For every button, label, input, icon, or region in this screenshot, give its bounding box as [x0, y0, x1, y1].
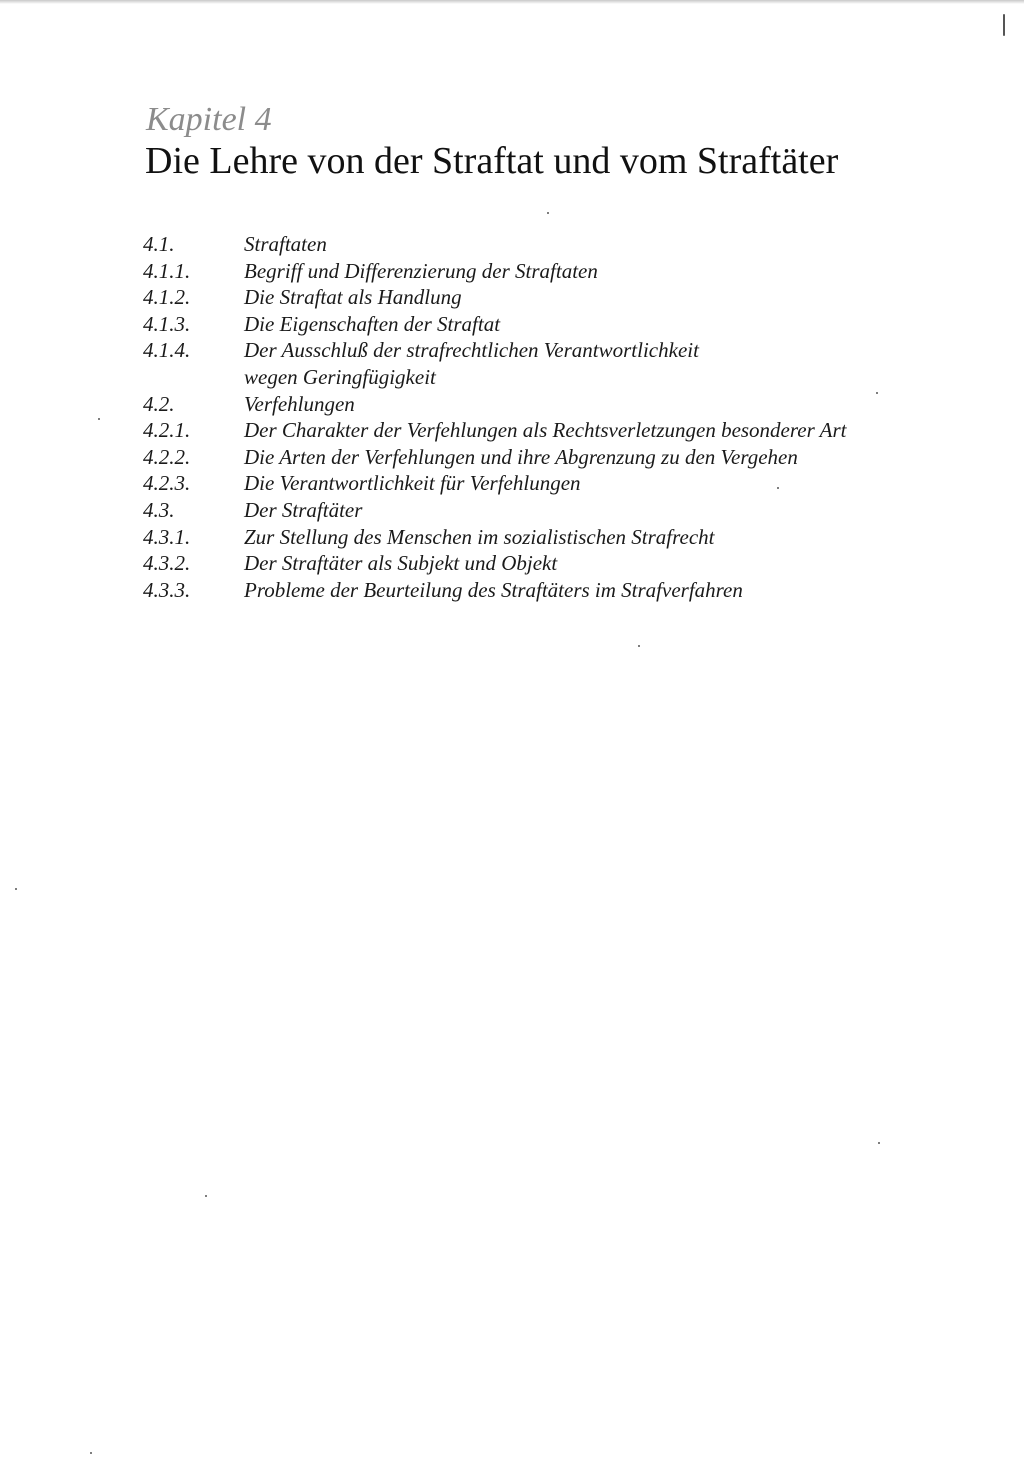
- toc-number: 4.1.: [143, 232, 175, 256]
- scan-speck: [878, 1142, 880, 1144]
- toc-number: 4.2.3.: [143, 471, 191, 496]
- toc-title: Begriff und Differenzierung der Straftaten: [244, 258, 598, 283]
- toc-title: Der Straftäter: [244, 497, 363, 522]
- toc-entry-4-1-4: [143, 337, 983, 390]
- toc-number: 4.1.4.: [143, 338, 191, 363]
- scan-speck: [777, 487, 779, 489]
- toc-title: Der Straftäter als Subjekt und Objekt: [244, 551, 558, 576]
- toc-entry-4-2: [143, 391, 983, 418]
- table-of-contents: [143, 231, 983, 603]
- toc-title: Straftaten: [244, 232, 327, 256]
- scan-speck: [205, 1195, 207, 1197]
- chapter-title: Die Lehre von der Straftat und vom Straftäter: [145, 140, 839, 182]
- scan-speck: [90, 1452, 92, 1454]
- toc-entry-4-2-3: [143, 470, 983, 497]
- toc-title: Die Straftat als Handlung: [244, 285, 462, 310]
- scan-top-edge: [0, 0, 1024, 4]
- toc-number: 4.3.1.: [143, 524, 191, 549]
- toc-number: 4.3.: [143, 497, 175, 522]
- toc-title: Zur Stellung des Menschen im sozialistischen Strafrecht: [244, 524, 715, 549]
- toc-number: 4.2.: [143, 391, 175, 416]
- toc-title: Der Charakter der Verfehlungen als Rechtsverletzungen besonderer Art: [244, 418, 847, 443]
- toc-title: Probleme der Beurteilung des Straftäters im Strafverfahren: [244, 577, 743, 602]
- toc-entry-4-3: [143, 497, 983, 524]
- toc-number: 4.3.2.: [143, 551, 191, 576]
- toc-title-continuation: wegen Geringfügigkeit: [244, 364, 436, 389]
- toc-entry-4-3-2: [143, 550, 983, 577]
- toc-title: Die Arten der Verfehlungen und ihre Abgrenzung zu den Vergehen: [244, 444, 798, 469]
- toc-entry-4-2-1: [143, 417, 983, 444]
- toc-title: Der Ausschluß der strafrechtlichen Verantwortlichkeit: [244, 338, 699, 363]
- toc-entry-4-3-1: [143, 524, 983, 551]
- toc-title: Die Verantwortlichkeit für Verfehlungen: [244, 471, 581, 496]
- scan-speck: [638, 645, 640, 647]
- scan-speck: [547, 212, 549, 214]
- toc-number: 4.1.1.: [143, 258, 191, 283]
- toc-entry-4-1-2: [143, 284, 983, 311]
- toc-number: 4.3.3.: [143, 577, 191, 602]
- scan-speck: [15, 888, 17, 890]
- toc-title: Verfehlungen: [244, 391, 355, 416]
- toc-entry-4-3-3: [143, 577, 983, 604]
- toc-entry-4-1-1: [143, 258, 983, 285]
- toc-number: 4.2.1.: [143, 418, 191, 443]
- scan-speck: [1003, 14, 1005, 36]
- toc-entry-4-1: [143, 231, 983, 258]
- toc-number: 4.1.2.: [143, 285, 191, 310]
- toc-entry-4-2-2: [143, 444, 983, 471]
- toc-entry-4-1-3: [143, 311, 983, 338]
- toc-title: Die Eigenschaften der Straftat: [244, 311, 501, 336]
- scan-speck: [98, 418, 100, 420]
- toc-number: 4.2.2.: [143, 444, 191, 469]
- scan-speck: [876, 392, 878, 394]
- chapter-label: Kapitel 4: [146, 101, 272, 138]
- toc-number: 4.1.3.: [143, 311, 191, 336]
